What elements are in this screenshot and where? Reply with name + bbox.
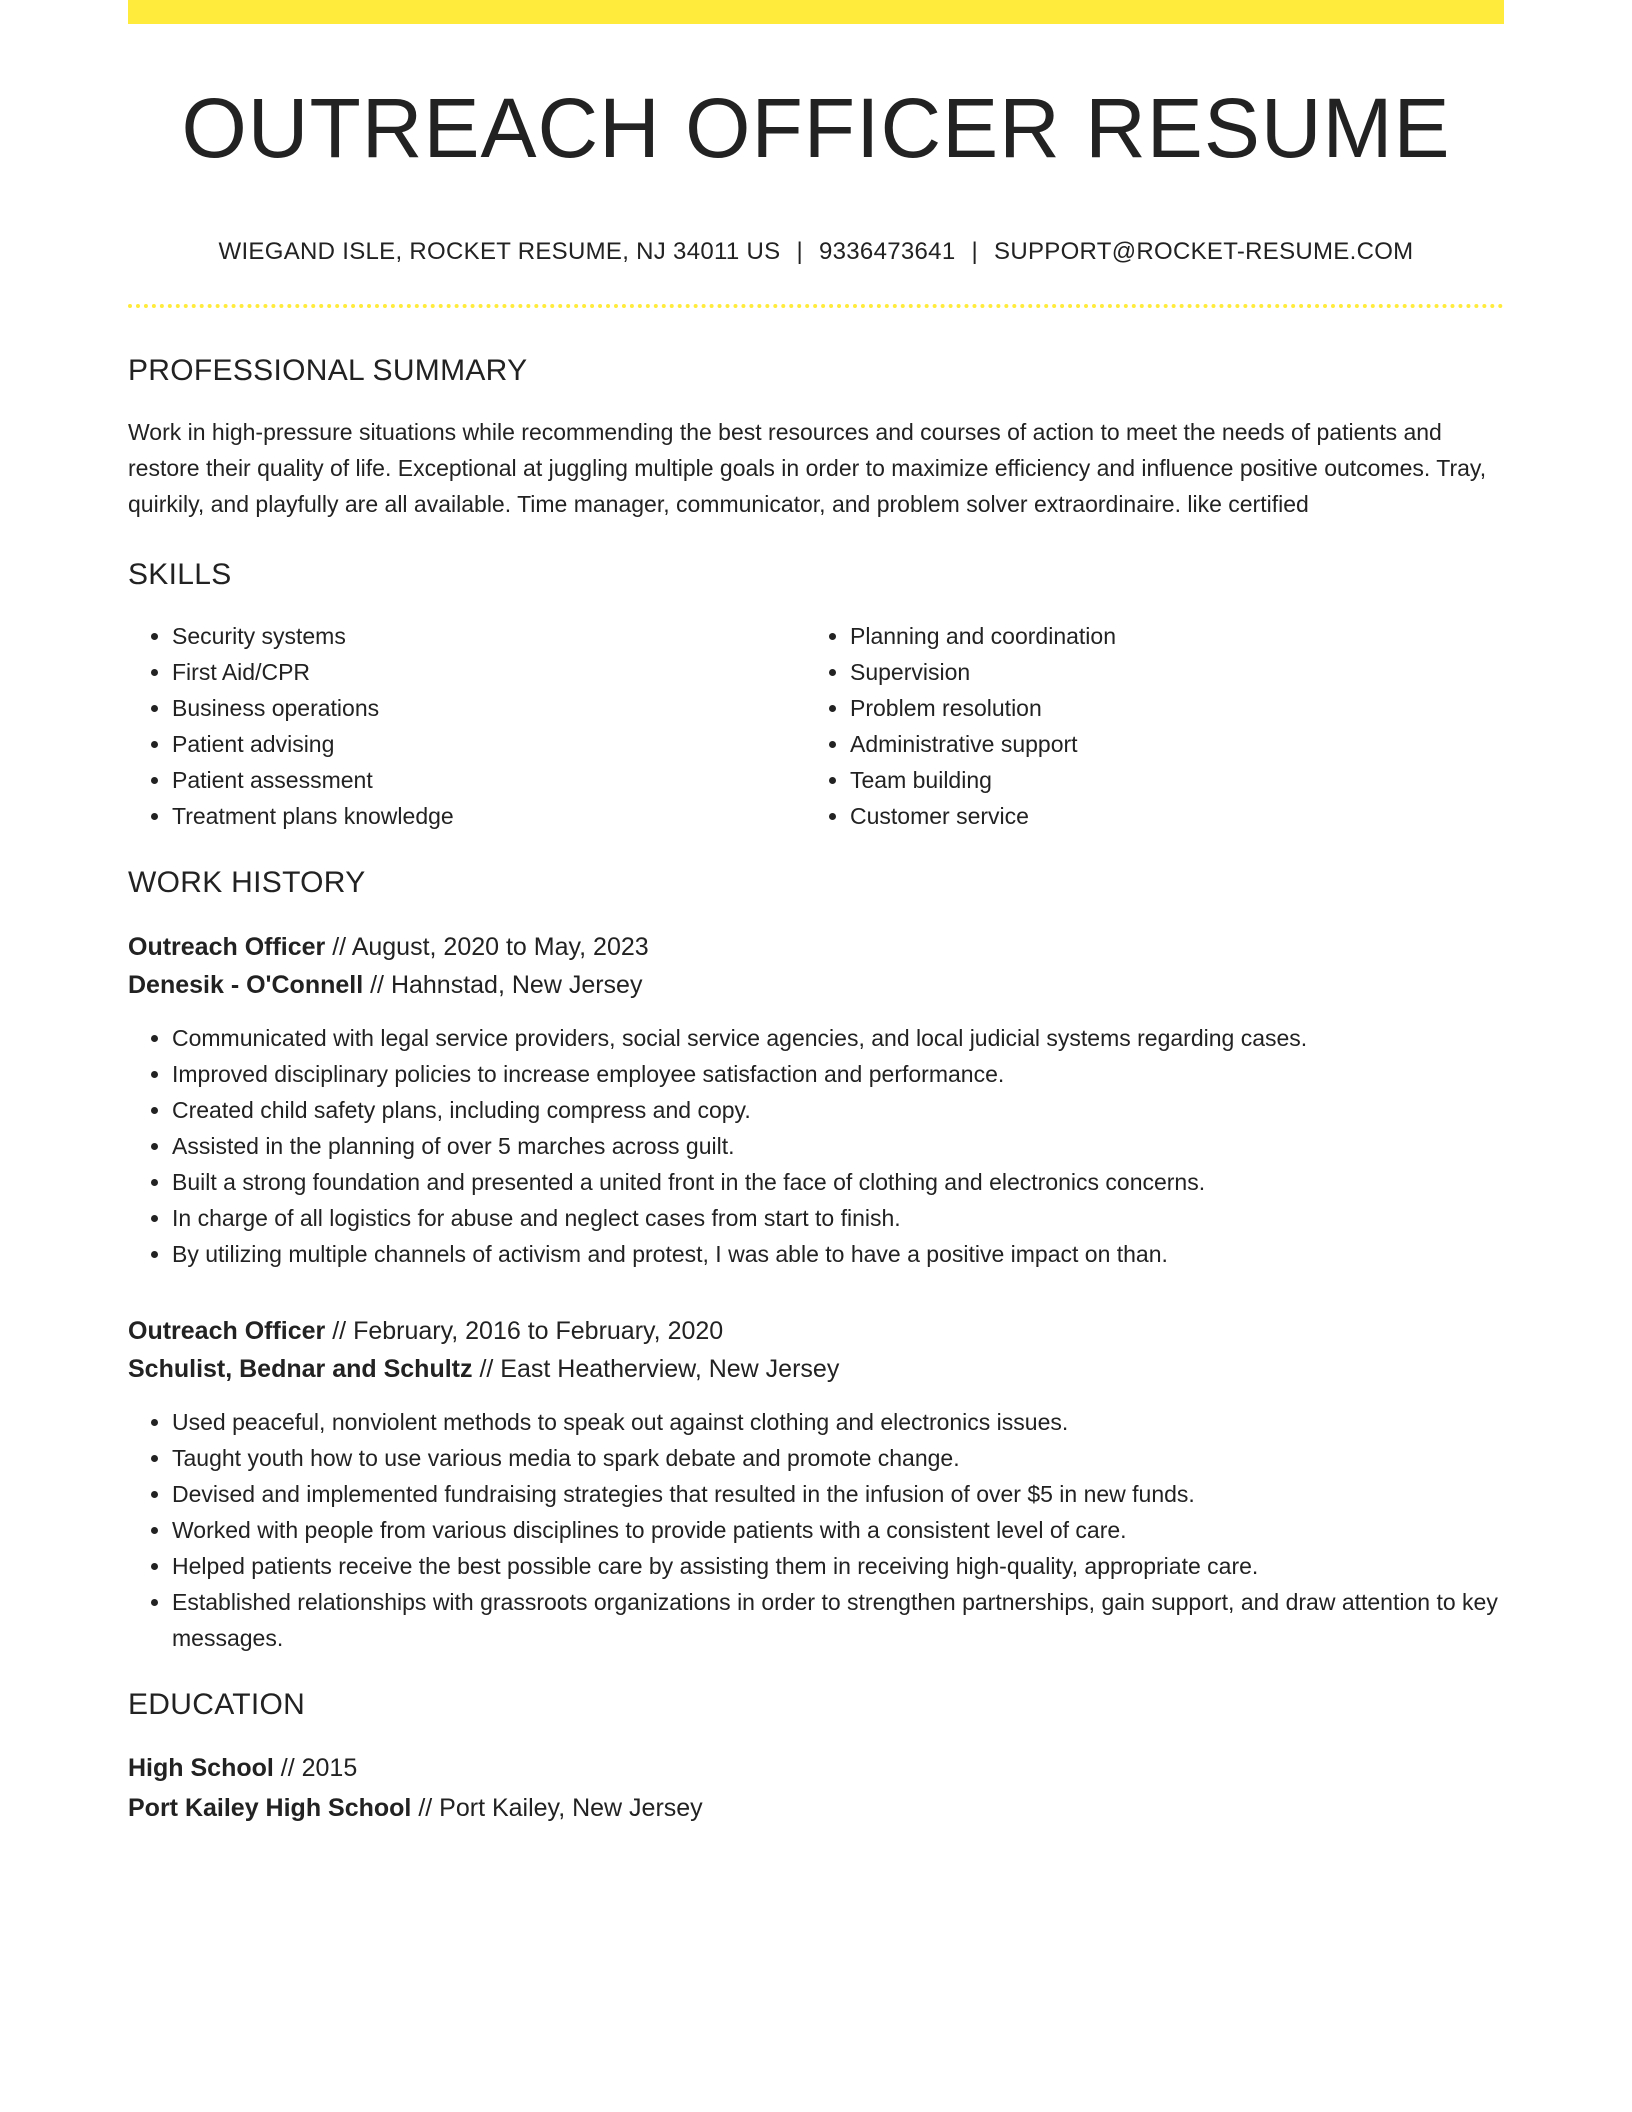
dotted-divider — [128, 304, 1504, 308]
job-role: Outreach Officer — [128, 1317, 326, 1346]
job-bullets — [128, 1020, 1504, 1272]
accent-top-bar — [128, 0, 1504, 24]
contact-line — [128, 238, 1504, 266]
education-school: Port Kailey High School — [128, 1794, 412, 1823]
job-bullet: • Assisted in the planning of over 5 marches across guilt. — [172, 1128, 1504, 1164]
job-dates: // February, 2016 to February, 2020 — [332, 1317, 724, 1346]
skill-item: • First Aid/CPR — [172, 654, 806, 690]
job-location: // East Heatherview, New Jersey — [479, 1355, 840, 1384]
contact-separator: | — [971, 238, 979, 266]
job-location: // Hahnstad, New Jersey — [370, 971, 643, 1000]
job-company-line — [128, 1350, 1504, 1388]
skill-item: • Patient assessment — [172, 762, 806, 798]
job-role-line — [128, 928, 1504, 966]
summary-heading: PROFESSIONAL SUMMARY — [128, 354, 528, 388]
skills-column-left — [128, 618, 806, 834]
skills-grid — [128, 618, 1504, 834]
job-bullet: • Helped patients receive the best possible care by assisting them in receiving high-quality, appropriate care. — [172, 1548, 1504, 1584]
contact-separator: | — [796, 238, 803, 266]
job-role: Outreach Officer — [128, 933, 326, 962]
job-bullet: • In charge of all logistics for abuse and neglect cases from start to finish. — [172, 1200, 1504, 1236]
skill-item: • Customer service — [850, 798, 1484, 834]
job-bullet: • Established relationships with grassroots organizations in order to strengthen partnerships, gain support, and draw attention to key messages. — [172, 1584, 1504, 1656]
work-history-heading: WORK HISTORY — [128, 866, 366, 900]
education-degree-line — [128, 1748, 1504, 1788]
job-entry — [128, 1312, 1504, 1656]
job-company: Denesik - O'Connell — [128, 971, 364, 1000]
education-school-line — [128, 1788, 1504, 1828]
contact-address: WIEGAND ISLE, ROCKET RESUME, NJ 34011 US — [218, 238, 781, 266]
job-bullet: • Created child safety plans, including compress and copy. — [172, 1092, 1504, 1128]
skill-item: • Treatment plans knowledge — [172, 798, 806, 834]
job-bullet: • Taught youth how to use various media to spark debate and promote change. — [172, 1440, 1504, 1476]
job-bullet: • By utilizing multiple channels of activism and protest, I was able to have a positive impact on than. — [172, 1236, 1504, 1272]
job-bullet: • Devised and implemented fundraising strategies that resulted in the infusion of over $5 in new funds. — [172, 1476, 1504, 1512]
education-degree: High School — [128, 1754, 274, 1783]
job-bullets — [128, 1404, 1504, 1656]
skill-item: • Business operations — [172, 690, 806, 726]
contact-email: SUPPORT@ROCKET-RESUME.COM — [994, 238, 1414, 266]
job-company-line — [128, 966, 1504, 1004]
summary-text: Work in high-pressure situations while recommending the best resources and courses of action to meet the needs of patients and restore their quality of life. Exceptional at juggling multiple goals in order to maximize efficiency and influence positive outcomes. Tray, quirkily, and playfully are all available. Time manager, communicator, and problem solver extraordinaire. like certified — [128, 419, 1487, 518]
skills-column-right — [806, 618, 1484, 834]
education-location: // Port Kailey, New Jersey — [418, 1794, 703, 1823]
job-bullet: • Built a strong foundation and presented a united front in the face of clothing and electronics concerns. — [172, 1164, 1504, 1200]
job-dates: // August, 2020 to May, 2023 — [332, 933, 649, 962]
education-entry — [128, 1748, 1504, 1828]
job-entry — [128, 928, 1504, 1272]
skill-item: • Team building — [850, 762, 1484, 798]
job-bullet: • Communicated with legal service providers, social service agencies, and local judicial systems regarding cases. — [172, 1020, 1504, 1056]
job-bullet: • Used peaceful, nonviolent methods to speak out against clothing and electronics issues. — [172, 1404, 1504, 1440]
skill-item: • Patient advising — [172, 726, 806, 762]
job-role-line — [128, 1312, 1504, 1350]
skill-item: • Supervision — [850, 654, 1484, 690]
skills-heading: SKILLS — [128, 558, 232, 592]
education-heading: EDUCATION — [128, 1688, 306, 1722]
job-company: Schulist, Bednar and Schultz — [128, 1355, 473, 1384]
resume-page — [128, 0, 1504, 1828]
resume-title: OUTREACH OFFICER RESUME — [181, 81, 1451, 175]
contact-phone: 9336473641 — [818, 238, 956, 266]
job-bullet: • Improved disciplinary policies to increase employee satisfaction and performance. — [172, 1056, 1504, 1092]
skill-item: • Administrative support — [850, 726, 1484, 762]
job-bullet: • Worked with people from various disciplines to provide patients with a consistent level of care. — [172, 1512, 1504, 1548]
skill-item: • Problem resolution — [850, 690, 1484, 726]
skill-item: • Planning and coordination — [850, 618, 1484, 654]
skill-item: • Security systems — [172, 618, 806, 654]
education-year: // 2015 — [280, 1754, 358, 1783]
